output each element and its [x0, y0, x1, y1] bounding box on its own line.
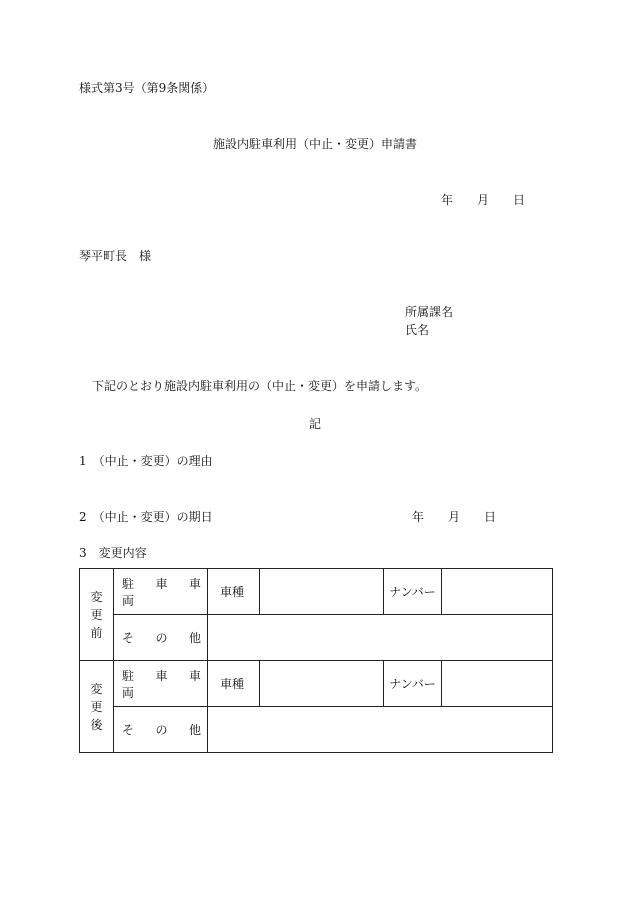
table-row-before-vehicle	[80, 569, 553, 615]
before-side-label: 変 更 前	[80, 569, 114, 661]
change-content-table	[79, 568, 553, 753]
item-reason: 1 （中止・変更）の理由	[79, 454, 213, 468]
item-date-day[interactable]: 日	[484, 510, 497, 524]
after-number-field[interactable]	[442, 661, 553, 707]
before-car-type-field[interactable]	[260, 569, 384, 615]
document-title: 施設内駐車利用（中止・変更）申請書	[212, 137, 417, 151]
department-label: 所属課名	[405, 305, 454, 319]
table-row-after-vehicle	[80, 661, 553, 707]
after-car-type-label: 車種	[208, 661, 260, 707]
date-year[interactable]: 年	[441, 193, 454, 207]
table-row-after-other	[80, 707, 553, 753]
item-date-year[interactable]: 年	[412, 510, 425, 524]
after-car-type-field[interactable]	[260, 661, 384, 707]
body-text: 下記のとおり施設内駐車利用の（中止・変更）を申請します。	[92, 379, 428, 393]
before-other-label: そ の 他	[114, 615, 208, 661]
before-other-field[interactable]	[208, 615, 553, 661]
after-number-label: ナンバー	[384, 661, 442, 707]
after-other-field[interactable]	[208, 707, 553, 753]
before-number-field[interactable]	[442, 569, 553, 615]
item-date-month[interactable]: 月	[448, 510, 461, 524]
after-parking-vehicle-label: 駐 車 車 両	[114, 661, 208, 707]
item-date: 2 （中止・変更）の期日	[79, 510, 213, 524]
name-label: 氏名	[405, 323, 430, 337]
date-day[interactable]: 日	[513, 193, 526, 207]
before-number-label: ナンバー	[384, 569, 442, 615]
ki-heading: 記	[308, 417, 321, 431]
after-other-label: そ の 他	[114, 707, 208, 753]
after-side-label: 変 更 後	[80, 661, 114, 753]
before-car-type-label: 車種	[208, 569, 260, 615]
form-number: 様式第3号（第9条関係）	[79, 81, 215, 95]
before-parking-vehicle-label: 駐 車 車 両	[114, 569, 208, 615]
item-change-content: 3 変更内容	[79, 546, 147, 560]
addressee: 琴平町長 様	[79, 249, 152, 263]
date-month[interactable]: 月	[477, 193, 490, 207]
table-row-before-other	[80, 615, 553, 661]
